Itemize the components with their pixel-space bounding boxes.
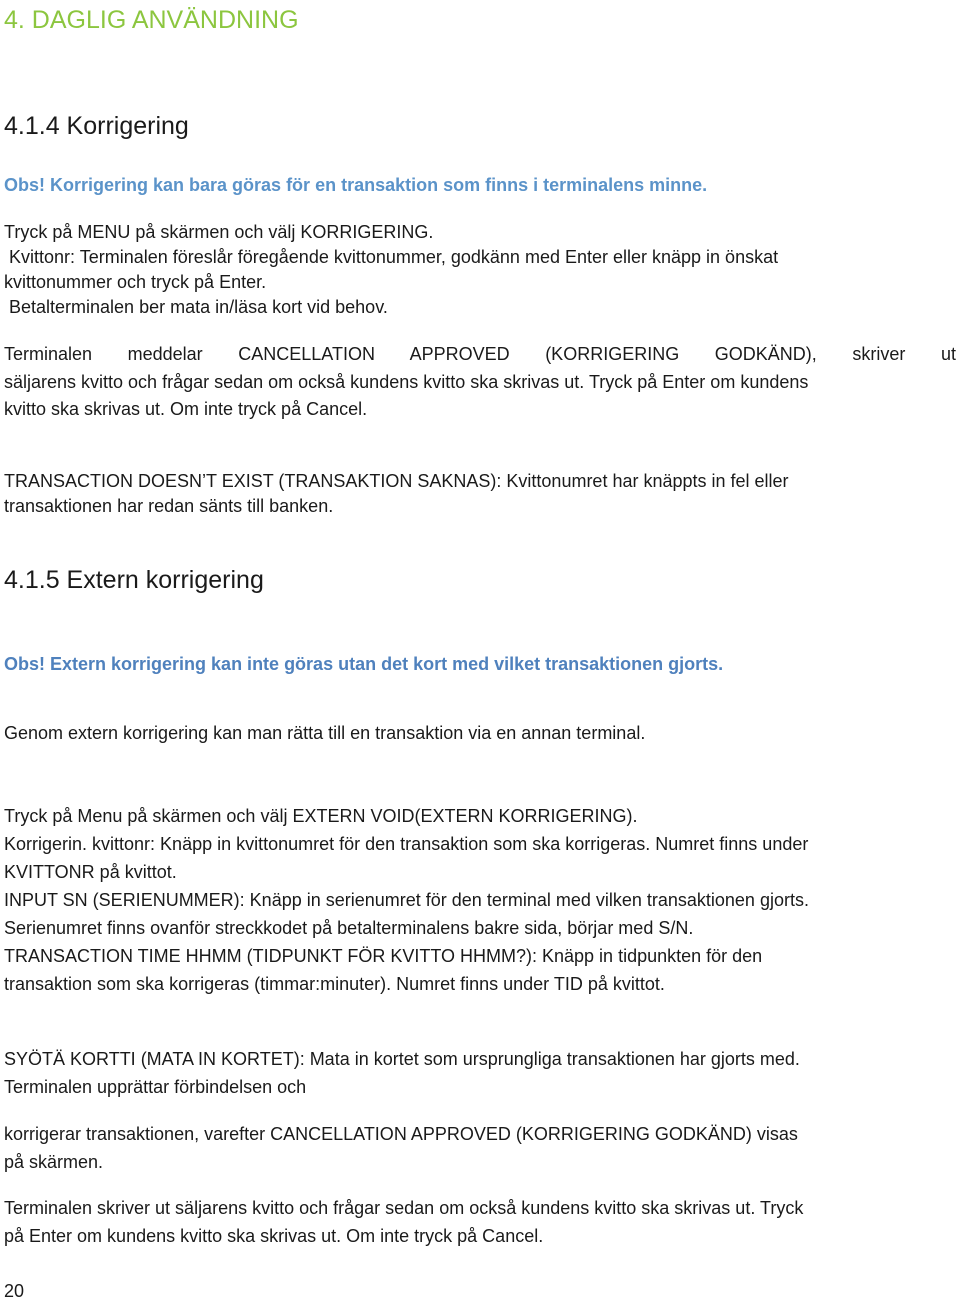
correct-paragraph-line: på skärmen. bbox=[4, 1152, 104, 1172]
instruction-line: Tryck på MENU på skärmen och välj KORRIGERING. bbox=[4, 222, 434, 242]
instruction-line: Betalterminalen ber mata in/läsa kort vid behov. bbox=[4, 297, 388, 317]
approved-paragraph-line: kvitto ska skrivas ut. Om inte tryck på Cancel. bbox=[4, 399, 368, 419]
obs-note-korrigering: Obs! Korrigering kan bara göras för en transaktion som finns i terminalens minne. bbox=[4, 175, 708, 195]
step-line: Tryck på Menu på skärmen och välj EXTERN VOID(EXTERN KORRIGERING). bbox=[4, 806, 638, 826]
page-number: 20 bbox=[4, 1281, 25, 1301]
step-line: KVITTONR på kvittot. bbox=[4, 862, 177, 882]
instruction-line: Kvittonr: Terminalen föreslår föregående kvittonummer, godkänn med Enter eller knäpp in önskat bbox=[4, 247, 779, 267]
chapter-heading: 4. DAGLIG ANVÄNDNING bbox=[4, 6, 299, 34]
step-line: Serienumret finns ovanför streckkodet på betalterminalens bakre sida, börjar med S/N. bbox=[4, 918, 694, 938]
approved-paragraph-line: säljarens kvitto och frågar sedan om också kundens kvitto ska skrivas ut. Tryck på Enter om kundens bbox=[4, 372, 809, 392]
intro-paragraph: Genom extern korrigering kan man rätta till en transaktion via en annan terminal. bbox=[4, 723, 646, 743]
correct-paragraph-line: korrigerar transaktionen, varefter CANCELLATION APPROVED (KORRIGERING GODKÄND) visas bbox=[4, 1124, 798, 1144]
step-line: INPUT SN (SERIENUMMER): Knäpp in serienumret för den terminal med vilken transaktionen gjorts. bbox=[4, 890, 809, 910]
step-line: TRANSACTION TIME HHMM (TIDPUNKT FÖR KVITTO HHMM?): Knäpp in tidpunkten för den bbox=[4, 946, 763, 966]
print-paragraph-line: på Enter om kundens kvitto ska skrivas ut. Om inte tryck på Cancel. bbox=[4, 1226, 544, 1246]
section-heading-extern-korrigering: 4.1.5 Extern korrigering bbox=[4, 566, 264, 594]
error-paragraph-line: transaktionen har redan sänts till banken. bbox=[4, 496, 334, 516]
step-line: transaktion som ska korrigeras (timmar:minuter). Numret finns under TID på kvittot. bbox=[4, 974, 665, 994]
error-paragraph-line: TRANSACTION DOESN’T EXIST (TRANSAKTION SAKNAS): Kvittonumret har knäppts in fel eller bbox=[4, 471, 789, 491]
approved-paragraph-line: Terminalen meddelar CANCELLATION APPROVED (KORRIGERING GODKÄND), skriver ut bbox=[4, 344, 956, 364]
instruction-line: kvittonummer och tryck på Enter. bbox=[4, 272, 267, 292]
card-paragraph-line: SYÖTÄ KORTTI (MATA IN KORTET): Mata in kortet som ursprungliga transaktionen har gjorts med. bbox=[4, 1049, 800, 1069]
step-line: Korrigerin. kvittonr: Knäpp in kvittonumret för den transaktion som ska korrigeras. Numret finns under bbox=[4, 834, 809, 854]
card-paragraph-line: Terminalen upprättar förbindelsen och bbox=[4, 1077, 307, 1097]
obs-note-extern-korrigering: Obs! Extern korrigering kan inte göras utan det kort med vilket transaktionen gjorts. bbox=[4, 654, 724, 674]
section-heading-korrigering: 4.1.4 Korrigering bbox=[4, 112, 189, 140]
print-paragraph-line: Terminalen skriver ut säljarens kvitto och frågar sedan om också kundens kvitto ska skrivas ut. Tryck bbox=[4, 1198, 804, 1218]
